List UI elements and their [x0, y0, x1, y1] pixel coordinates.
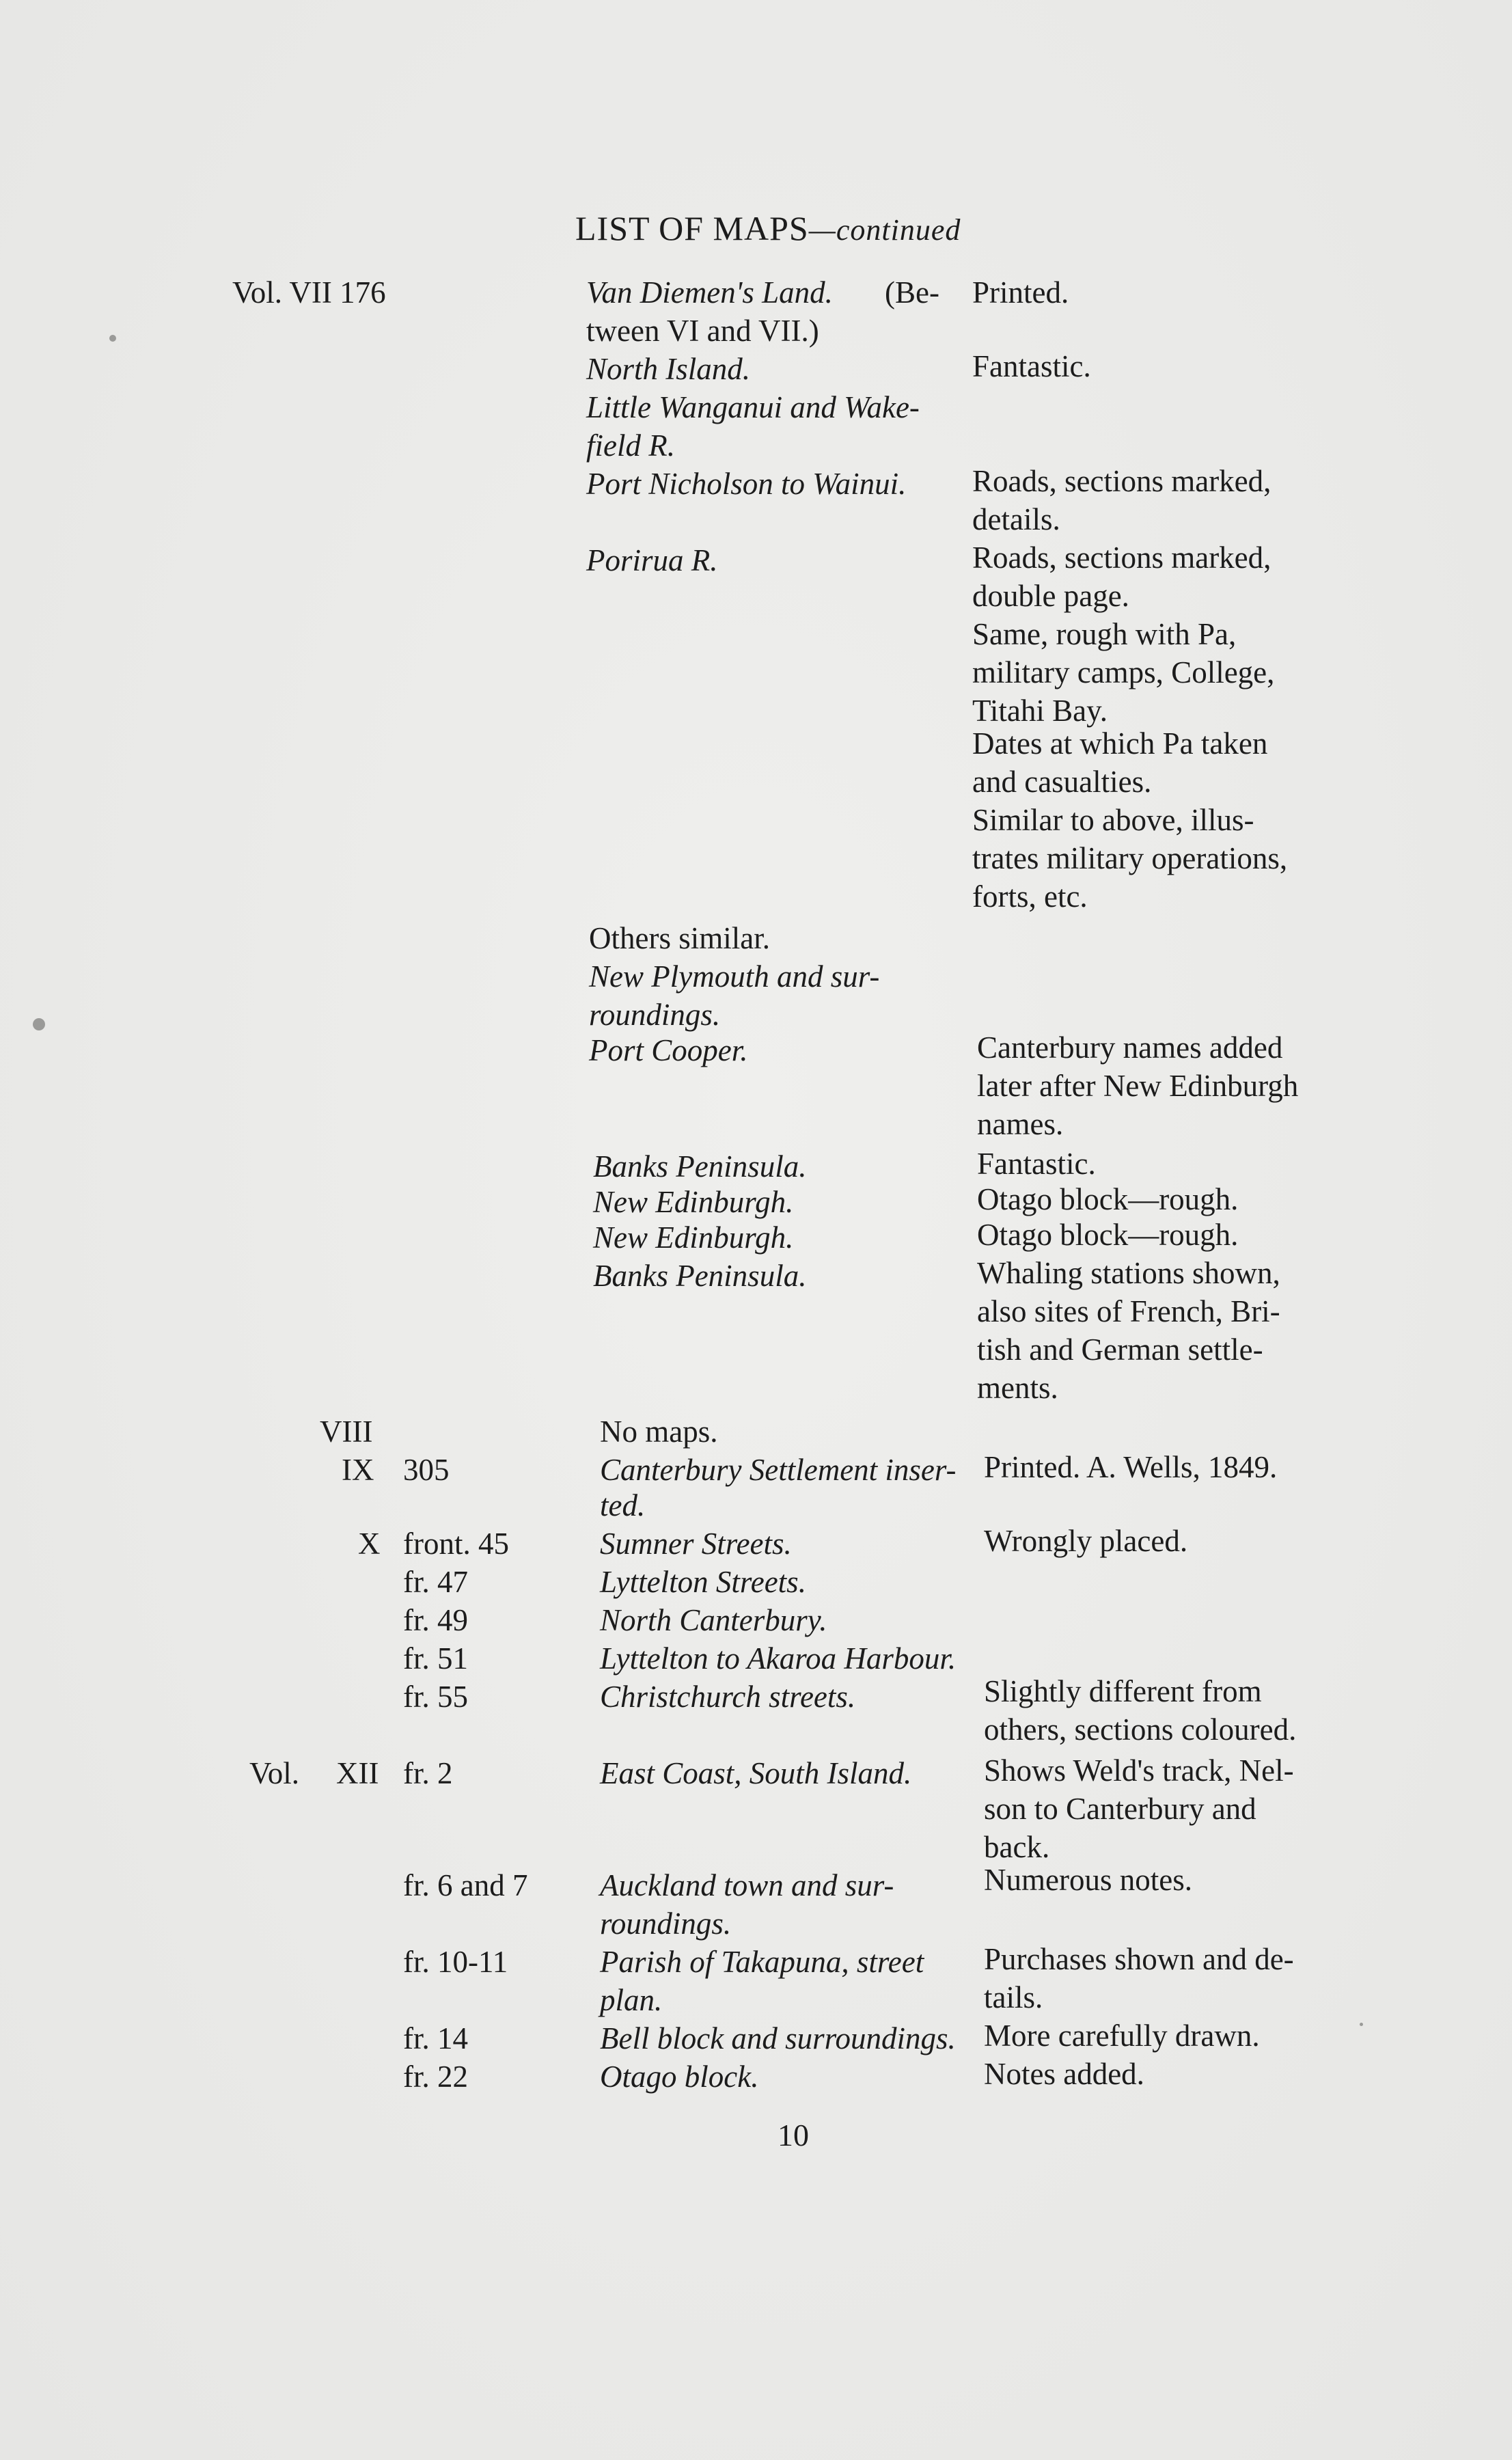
list-line: VIII: [320, 1414, 373, 1449]
list-line: Fantastic.: [972, 349, 1091, 383]
list-line: and casualties.: [972, 765, 1152, 799]
list-line: X: [358, 1527, 381, 1561]
list-line: also sites of French, Bri-: [977, 1294, 1280, 1328]
list-line: tish and German settle-: [977, 1332, 1263, 1367]
list-line: fr. 49: [403, 1603, 468, 1637]
list-line: Vol.: [249, 1756, 299, 1790]
list-line: Whaling stations shown,: [977, 1256, 1280, 1290]
list-line: Otago block—rough.: [977, 1218, 1239, 1252]
list-line: fr. 6 and 7: [403, 1868, 528, 1902]
list-line: Notes added.: [984, 2057, 1144, 2091]
list-line: Roads, sections marked,: [972, 541, 1272, 575]
list-line: Port Cooper.: [589, 1033, 748, 1067]
list-line: Shows Weld's track, Nel-: [984, 1753, 1294, 1788]
list-line: Canterbury Settlement inser-: [600, 1453, 957, 1487]
list-line: others, sections coloured.: [984, 1712, 1297, 1747]
paper-speck: [109, 335, 116, 342]
list-line: Otago block.: [600, 2060, 759, 2094]
list-line: Otago block—rough.: [977, 1182, 1239, 1216]
list-line: Fantastic.: [977, 1147, 1096, 1181]
list-line: Purchases shown and de-: [984, 1942, 1294, 1976]
list-line: Auckland town and sur-: [600, 1868, 894, 1902]
list-line: Lyttelton to Akaroa Harbour.: [600, 1641, 957, 1676]
list-line: back.: [984, 1830, 1050, 1864]
list-line: Little Wanganui and Wake-: [586, 390, 920, 424]
list-line: Titahi Bay.: [972, 694, 1108, 728]
page-number: 10: [778, 2118, 809, 2152]
list-line: fr. 10-11: [403, 1945, 508, 1979]
list-line: Port Nicholson to Wainui.: [586, 467, 907, 501]
list-line: Similar to above, illus-: [972, 803, 1254, 837]
list-line: New Plymouth and sur-: [589, 959, 880, 994]
list-line: Roads, sections marked,: [972, 464, 1272, 498]
list-line: (Be-: [885, 275, 939, 310]
page-title: [575, 208, 961, 248]
list-line: roundings.: [589, 998, 721, 1032]
list-line: Numerous notes.: [984, 1863, 1192, 1897]
list-line: fr. 55: [403, 1680, 468, 1714]
list-line: North Island.: [586, 352, 751, 386]
list-line: Bell block and surroundings.: [600, 2021, 956, 2055]
list-line: Sumner Streets.: [600, 1527, 792, 1561]
list-line: Vol. VII 176: [232, 275, 386, 310]
list-line: front. 45: [403, 1527, 509, 1561]
list-line: plan.: [600, 1983, 663, 2017]
list-line: fr. 14: [403, 2021, 468, 2055]
list-line: Slightly different from: [984, 1674, 1262, 1708]
list-line: ted.: [600, 1488, 646, 1522]
list-line: Lyttelton Streets.: [600, 1565, 806, 1599]
list-line: tween VI and VII.): [586, 314, 819, 348]
list-line: field R.: [586, 428, 675, 463]
list-line: Canterbury names added: [977, 1030, 1283, 1065]
list-line: East Coast, South Island.: [600, 1756, 912, 1790]
list-line: Banks Peninsula.: [593, 1259, 807, 1293]
list-line: roundings.: [600, 1906, 732, 1941]
list-line: Porirua R.: [586, 543, 718, 577]
list-line: Printed. A. Wells, 1849.: [984, 1450, 1278, 1484]
list-line: New Edinburgh.: [593, 1185, 794, 1219]
list-line: XII: [336, 1756, 379, 1790]
list-line: ments.: [977, 1371, 1058, 1405]
list-line: New Edinburgh.: [593, 1220, 794, 1255]
list-line: More carefully drawn.: [984, 2019, 1260, 2053]
list-line: North Canterbury.: [600, 1603, 827, 1637]
list-line: fr. 22: [403, 2060, 468, 2094]
list-line: Christchurch streets.: [600, 1680, 856, 1714]
list-line: Dates at which Pa taken: [972, 726, 1268, 761]
list-line: IX: [342, 1453, 374, 1487]
list-line: fr. 47: [403, 1565, 468, 1599]
list-line: later after New Edinburgh: [977, 1069, 1299, 1103]
paper-speck: [33, 1018, 45, 1030]
list-line: No maps.: [600, 1414, 718, 1449]
list-line: fr. 2: [403, 1756, 453, 1790]
list-line: Same, rough with Pa,: [972, 617, 1237, 651]
paper-speck: [1360, 2023, 1363, 2026]
list-line: Van Diemen's Land.: [586, 275, 833, 310]
list-line: details.: [972, 502, 1060, 536]
list-line: Others similar.: [589, 921, 770, 955]
list-line: Banks Peninsula.: [593, 1149, 807, 1184]
title-continued: —continued: [808, 213, 961, 247]
list-line: names.: [977, 1107, 1064, 1141]
list-line: forts, etc.: [972, 879, 1088, 914]
list-line: 305: [403, 1453, 450, 1487]
list-line: Wrongly placed.: [984, 1524, 1188, 1558]
list-line: tails.: [984, 1980, 1043, 2014]
list-line: Printed.: [972, 275, 1069, 310]
list-line: son to Canterbury and: [984, 1792, 1256, 1826]
list-line: military camps, College,: [972, 655, 1275, 689]
list-line: fr. 51: [403, 1641, 468, 1676]
list-line: trates military operations,: [972, 841, 1288, 875]
title-text: LIST OF MAPS: [575, 209, 809, 247]
list-line: double page.: [972, 579, 1129, 613]
list-line: Parish of Takapuna, street: [600, 1945, 924, 1979]
